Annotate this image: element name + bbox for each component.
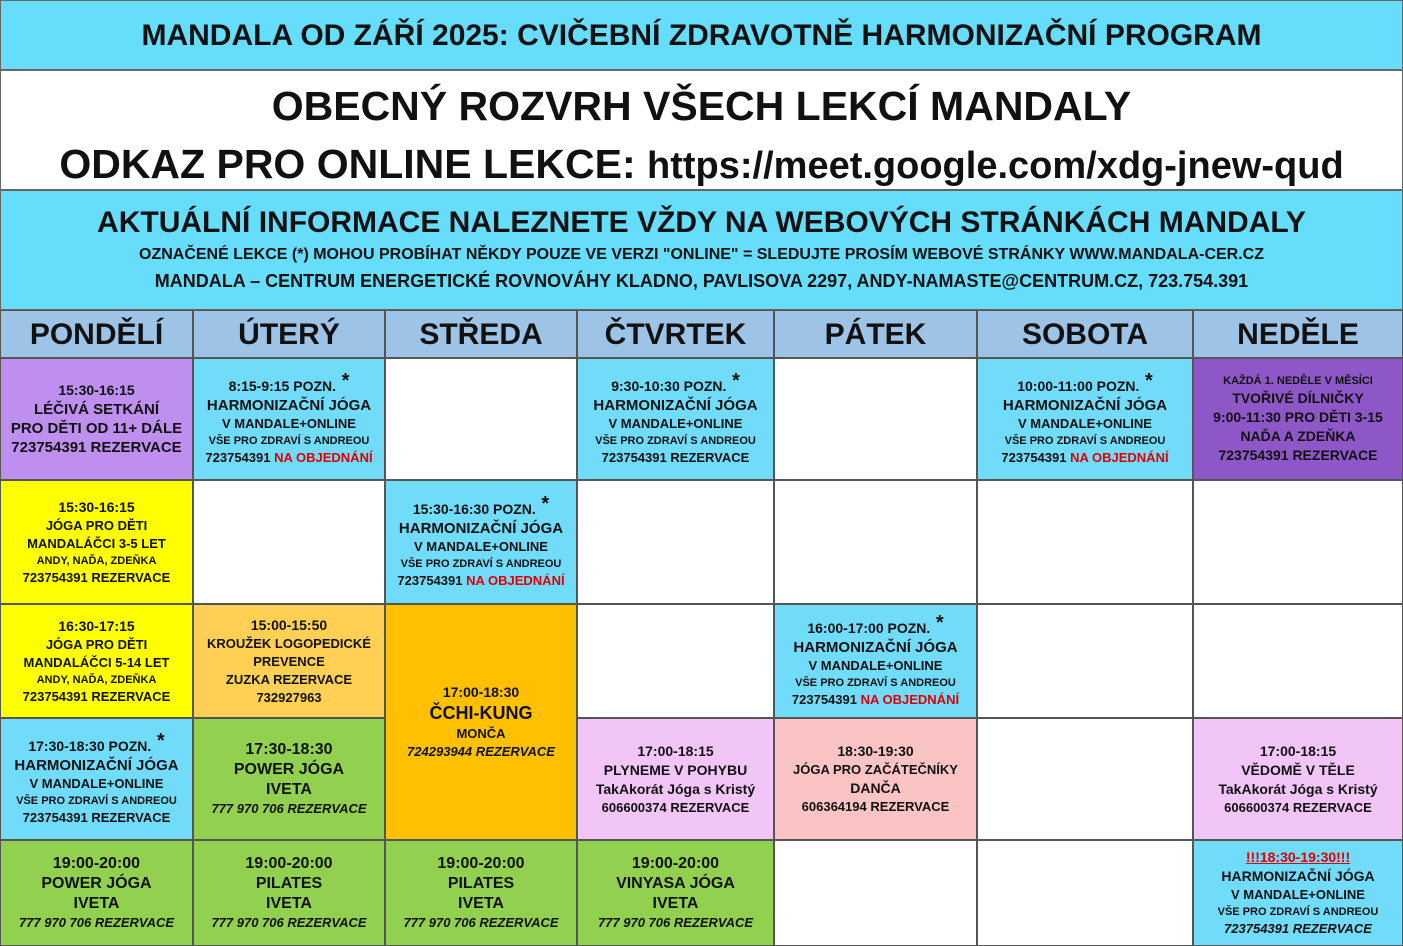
lesson-text: VŠE PRO ZDRAVÍ S ANDREOU xyxy=(16,794,177,807)
lesson-text: 17:30-18:30 xyxy=(245,741,333,758)
lesson-text: 17:00-18:15 xyxy=(1259,742,1337,759)
booking-note: NA OBJEDNÁNÍ xyxy=(462,572,565,588)
lesson-line xyxy=(1018,415,1152,433)
day-header-mon: PONDĚLÍ xyxy=(0,310,193,358)
lesson-line xyxy=(1241,761,1355,780)
lesson-line xyxy=(46,636,147,654)
lesson-text: V MANDALE+ONLINE xyxy=(29,775,164,791)
lesson-text: MONČA xyxy=(456,726,506,741)
lesson-text: 16:00-17:00 POZN. xyxy=(807,619,931,636)
lesson-line xyxy=(37,553,157,569)
lesson-line xyxy=(256,874,322,894)
cell-tue-0815 xyxy=(193,358,385,480)
lesson-text: PLYNEME V POHYBU xyxy=(603,761,748,778)
lesson-text: PILATES xyxy=(255,875,323,892)
lesson-text: VŠE PRO ZDRAVÍ S ANDREOU xyxy=(1217,906,1379,918)
lesson-text: PRO DĚTI OD 11+ DÁLE xyxy=(10,420,183,437)
lesson-line xyxy=(399,519,563,538)
asterisk-mark: * xyxy=(930,611,944,634)
lesson-line xyxy=(256,689,321,707)
lesson-line xyxy=(207,635,371,653)
asterisk-mark: * xyxy=(151,729,165,752)
empty-cell xyxy=(977,604,1193,718)
lesson-text: HARMONIZAČNÍ JÓGA xyxy=(1221,868,1375,884)
lesson-line xyxy=(53,854,140,874)
lesson-line xyxy=(1224,799,1372,817)
lesson-line xyxy=(653,894,699,914)
lesson-line xyxy=(414,538,548,556)
lesson-line xyxy=(46,517,147,535)
lesson-text: POWER JÓGA xyxy=(233,761,345,778)
lesson-text: ZUZKA REZERVACE xyxy=(225,671,353,687)
lesson-line xyxy=(251,616,327,635)
lesson-text: NAĎA A ZDEŇKA xyxy=(1240,428,1356,444)
lesson-line xyxy=(34,400,159,419)
empty-cell xyxy=(1193,480,1403,604)
empty-cell xyxy=(977,840,1193,946)
lesson-line xyxy=(412,492,550,519)
lesson-text: 17:30-18:30 POZN. xyxy=(28,737,152,754)
lesson-text: V MANDALE+ONLINE xyxy=(808,657,943,673)
lesson-text: 723754391 REZERVACE xyxy=(22,688,171,704)
lesson-line xyxy=(611,369,740,396)
lesson-line xyxy=(1231,886,1365,904)
lesson-line xyxy=(222,415,356,433)
day-header-sun: NEDĚLE xyxy=(1193,310,1403,358)
lesson-line xyxy=(11,438,181,457)
lesson-text: TakAkorát Jóga s Kristý xyxy=(1218,780,1378,797)
lesson-text: V MANDALE+ONLINE xyxy=(1231,887,1365,902)
lesson-line xyxy=(837,742,913,761)
online-link-line xyxy=(1,139,1402,191)
lesson-text: HARMONIZAČNÍ JÓGA xyxy=(1002,396,1168,414)
lesson-line xyxy=(1017,369,1153,396)
lesson-text: 19:00-20:00 xyxy=(631,855,720,872)
lesson-text: VŠE PRO ZDRAVÍ S ANDREOU xyxy=(208,434,370,447)
lesson-text: POWER JÓGA xyxy=(41,875,152,892)
lesson-line xyxy=(850,779,901,798)
lesson-line xyxy=(234,760,344,780)
lesson-text: DANČA xyxy=(850,780,901,796)
lesson-text: 9:00-11:30 PRO DĚTI 3-15 xyxy=(1213,409,1383,425)
lesson-line xyxy=(602,449,750,467)
day-header-wed: STŘEDA xyxy=(385,310,577,358)
lesson-text: HARMONIZAČNÍ JÓGA xyxy=(14,756,179,774)
lesson-line xyxy=(598,914,753,932)
lesson-text: 723754391 xyxy=(397,572,463,588)
empty-cell xyxy=(977,480,1193,604)
lesson-text: 723754391 xyxy=(791,691,857,707)
lesson-text: HARMONIZAČNÍ JÓGA xyxy=(793,638,958,656)
lesson-line xyxy=(74,894,120,914)
lesson-line xyxy=(209,433,370,449)
lesson-line xyxy=(58,498,134,517)
lesson-line xyxy=(19,914,174,932)
lesson-line xyxy=(28,729,165,756)
lesson-line xyxy=(30,775,164,793)
day-header-thu: ČTVRTEK xyxy=(577,310,774,358)
empty-cell xyxy=(1193,604,1403,718)
lesson-text: 777 970 706 REZERVACE xyxy=(403,915,559,930)
lesson-line xyxy=(1001,449,1168,467)
lesson-line xyxy=(1005,433,1166,449)
empty-cell xyxy=(774,480,977,604)
cell-sun-0900 xyxy=(1193,358,1403,480)
cell-mon-1530-joga xyxy=(0,480,193,604)
day-header-tue: ÚTERÝ xyxy=(193,310,385,358)
lesson-text: HARMONIZAČNÍ JÓGA xyxy=(206,396,372,414)
lesson-line xyxy=(211,914,366,932)
day-header-fri: PÁTEK xyxy=(774,310,977,358)
lesson-text: 723754391 REZERVACE xyxy=(1224,921,1372,936)
lesson-line xyxy=(456,725,505,743)
lesson-text: JÓGA PRO DĚTI xyxy=(45,517,148,533)
cell-mon-1630 xyxy=(0,604,193,718)
lesson-line xyxy=(437,854,524,874)
empty-cell xyxy=(774,358,977,480)
lesson-line xyxy=(207,396,371,415)
booking-note: NA OBJEDNÁNÍ xyxy=(270,449,373,465)
lesson-line xyxy=(58,617,134,636)
cell-fri-1830 xyxy=(774,718,977,840)
lesson-text: 723754391 REZERVACE xyxy=(1218,447,1378,463)
lesson-text: 724293944 REZERVACE xyxy=(407,744,555,759)
cell-fri-1600 xyxy=(774,604,977,718)
lesson-text: V MANDALE+ONLINE xyxy=(222,415,356,431)
lesson-line xyxy=(253,653,325,671)
lesson-text: 723754391 xyxy=(205,449,271,465)
asterisk-mark: * xyxy=(1139,369,1153,392)
cell-mon-1730 xyxy=(0,718,193,840)
lesson-text: IVETA xyxy=(266,895,312,912)
lesson-text: 15:30-16:30 POZN. xyxy=(412,500,536,517)
lesson-line xyxy=(793,761,958,779)
lesson-text: HARMONIZAČNÍ JÓGA xyxy=(398,519,564,537)
lesson-text: 723754391 REZERVACE xyxy=(22,809,171,825)
lesson-text: 777 970 706 REZERVACE xyxy=(18,915,175,930)
lesson-line xyxy=(593,396,757,415)
lesson-text: JÓGA PRO ZAČÁTEČNÍKY xyxy=(793,762,958,777)
cell-tue-1500 xyxy=(193,604,385,718)
lesson-text: 17:00-18:15 xyxy=(637,742,714,759)
lesson-line xyxy=(596,780,755,799)
empty-cell xyxy=(577,604,774,718)
empty-cell xyxy=(977,718,1193,840)
lesson-line xyxy=(792,691,959,709)
lesson-line xyxy=(637,742,713,761)
empty-cell xyxy=(385,358,577,480)
lesson-text: 723754391 REZERVACE xyxy=(601,449,750,465)
lesson-line xyxy=(24,654,170,672)
lesson-text: PILATES xyxy=(447,875,515,892)
lesson-text: ČCHI-KUNG xyxy=(429,703,533,723)
booking-note: NA OBJEDNÁNÍ xyxy=(1066,449,1169,465)
lesson-text: HARMONIZAČNÍ JÓGA xyxy=(593,396,758,414)
lesson-text: 723754391 REZERVACE xyxy=(11,439,182,456)
schedule-title: OBECNÝ ROZVRH VŠECH LEKCÍ MANDALY xyxy=(271,83,1132,129)
lesson-line xyxy=(1224,920,1372,938)
lesson-text: VŠE PRO ZDRAVÍ S ANDREOU xyxy=(795,676,956,689)
lesson-line xyxy=(58,381,134,400)
lesson-line xyxy=(23,809,171,827)
lesson-text: !!!18:30-19:30!!! xyxy=(1245,849,1351,865)
cell-sun-1700 xyxy=(1193,718,1403,840)
program-title: MANDALA OD ZÁŘÍ 2025: CVIČEBNÍ ZDRAVOTNĚ HARMONIZAČNÍ PROGRAM xyxy=(141,19,1262,52)
lesson-text: 732927963 xyxy=(256,689,322,705)
lesson-text: 723754391 REZERVACE xyxy=(22,569,171,585)
lesson-text: TakAkorát Jóga s Kristý xyxy=(595,780,756,797)
schedule-grid xyxy=(0,310,1403,946)
lesson-text: MANDALÁČCI 3-5 LET xyxy=(27,535,166,551)
schedule-title-banner xyxy=(0,70,1403,190)
asterisk-mark: * xyxy=(336,369,350,392)
lesson-line xyxy=(616,874,735,894)
cell-sun-1830 xyxy=(1193,840,1403,946)
lesson-line xyxy=(245,740,332,760)
lesson-line xyxy=(401,556,562,572)
lesson-text: IVETA xyxy=(73,895,120,912)
lesson-line xyxy=(407,743,555,761)
lesson-text: 19:00-20:00 xyxy=(52,855,141,872)
lesson-line xyxy=(795,675,956,691)
lesson-text: VINYASA JÓGA xyxy=(616,875,735,892)
empty-cell xyxy=(193,480,385,604)
lesson-text: KAŽDÁ 1. NEDĚLE V MĚSÍCI xyxy=(1223,375,1373,387)
lesson-line xyxy=(430,702,533,725)
cell-thu-0930 xyxy=(577,358,774,480)
lesson-line xyxy=(1221,867,1374,886)
lesson-text: ANDY, NAĎA, ZDEŇKA xyxy=(36,673,157,686)
lesson-text: 17:00-18:30 xyxy=(442,684,520,700)
lesson-text: VŠE PRO ZDRAVÍ S ANDREOU xyxy=(400,557,562,570)
lesson-line xyxy=(16,793,177,809)
lesson-text: VĚDOMĚ V TĚLE xyxy=(1241,761,1355,778)
asterisk-mark: * xyxy=(535,492,550,515)
lesson-line xyxy=(397,572,564,590)
cell-thu-1900 xyxy=(577,840,774,946)
lesson-text: V MANDALE+ONLINE xyxy=(1018,415,1152,431)
lesson-text: 8:15-9:15 POZN. xyxy=(228,377,337,394)
lesson-text: 777 970 706 REZERVACE xyxy=(211,915,367,930)
cell-wed-1900 xyxy=(385,840,577,946)
lesson-line xyxy=(23,569,171,587)
lesson-line xyxy=(793,638,957,657)
empty-cell xyxy=(774,840,977,946)
lesson-line xyxy=(205,449,372,467)
lesson-line xyxy=(37,672,157,688)
lesson-text: 723754391 xyxy=(1001,449,1067,465)
lesson-line xyxy=(228,369,350,396)
lesson-line xyxy=(226,671,352,689)
lesson-line xyxy=(809,657,943,675)
info-note: OZNAČENÉ LEKCE (*) MOHOU PROBÍHAT NĚKDY POUZE VE VERZI "ONLINE" = SLEDUJTE PROSÍM WEBOVÉ STRÁNKY WWW.MANDALA-CER.CZ xyxy=(139,246,1264,263)
cell-wed-1700 xyxy=(385,604,577,840)
lesson-text: KROUŽEK LOGOPEDICKÉ xyxy=(207,635,371,651)
lesson-line xyxy=(1232,389,1363,408)
lesson-line xyxy=(609,415,743,433)
booking-note: NA OBJEDNÁNÍ xyxy=(856,691,960,707)
lesson-line xyxy=(595,433,756,449)
lesson-line xyxy=(1223,373,1373,389)
lesson-text: 15:00-15:50 xyxy=(250,616,328,633)
lesson-text: V MANDALE+ONLINE xyxy=(414,538,548,554)
lesson-text: 15:30-16:15 xyxy=(58,498,135,515)
lesson-text: TVOŘIVÉ DÍLNIČKY xyxy=(1232,390,1364,406)
lesson-text: 9:30-10:30 POZN. xyxy=(611,377,727,394)
info-banner xyxy=(0,190,1403,310)
lesson-line xyxy=(266,780,312,800)
lesson-text: 16:30-17:15 xyxy=(58,617,135,634)
lesson-line xyxy=(1218,446,1377,465)
lesson-text: 606600374 REZERVACE xyxy=(601,799,750,815)
lesson-text: 777 970 706 REZERVACE xyxy=(597,915,754,930)
lesson-line xyxy=(1260,742,1336,761)
cell-wed-1530 xyxy=(385,480,577,604)
lesson-line xyxy=(41,874,151,894)
program-title-banner xyxy=(0,0,1403,70)
lesson-line xyxy=(403,914,558,932)
lesson-line xyxy=(1246,848,1350,867)
lesson-text: VŠE PRO ZDRAVÍ S ANDREOU xyxy=(595,434,756,447)
lesson-line xyxy=(14,756,178,775)
empty-cell xyxy=(577,480,774,604)
lesson-text: IVETA xyxy=(652,895,699,912)
online-label: ODKAZ PRO ONLINE LEKCE: xyxy=(59,141,636,187)
lesson-line xyxy=(458,894,504,914)
lesson-line xyxy=(1213,408,1383,427)
lesson-text: 19:00-20:00 xyxy=(437,855,525,872)
lesson-text: 10:00-11:00 POZN. xyxy=(1017,377,1140,394)
lesson-line xyxy=(11,419,182,438)
lesson-text: 777 970 706 REZERVACE xyxy=(211,801,367,816)
cell-sat-1000 xyxy=(977,358,1193,480)
lesson-text: PREVENCE xyxy=(253,653,325,669)
lesson-line xyxy=(632,854,719,874)
cell-thu-1700 xyxy=(577,718,774,840)
lesson-text: V MANDALE+ONLINE xyxy=(608,415,743,431)
lesson-text: IVETA xyxy=(266,781,312,798)
lesson-line xyxy=(1218,904,1379,920)
lesson-text: 19:00-20:00 xyxy=(245,855,333,872)
lesson-line xyxy=(1240,427,1355,446)
lesson-text: VŠE PRO ZDRAVÍ S ANDREOU xyxy=(1004,434,1166,447)
lesson-text: IVETA xyxy=(458,895,504,912)
lesson-text: JÓGA PRO DĚTI xyxy=(45,636,148,652)
lesson-line xyxy=(443,683,519,702)
lesson-text: LÉČIVÁ SETKÁNÍ xyxy=(33,401,159,418)
day-header-sat: SOBOTA xyxy=(977,310,1193,358)
lesson-line xyxy=(604,761,747,780)
lesson-text: 15:30-16:15 xyxy=(58,382,135,398)
lesson-text: 18:30-19:30 xyxy=(837,743,914,759)
lesson-line xyxy=(27,535,166,553)
cell-mon-1900 xyxy=(0,840,193,946)
lesson-line xyxy=(448,874,514,894)
lesson-line xyxy=(1218,780,1377,799)
lesson-line xyxy=(245,854,332,874)
contact-line: MANDALA – CENTRUM ENERGETICKÉ ROVNOVÁHY KLADNO, PAVLISOVA 2297, ANDY-NAMASTE@CENTRUM.CZ, 723.754.391 xyxy=(154,271,1249,291)
lesson-text: 606600374 REZERVACE xyxy=(1224,799,1372,815)
lesson-line xyxy=(802,798,950,816)
lesson-text: MANDALÁČCI 5-14 LET xyxy=(23,654,170,670)
lesson-line xyxy=(211,800,366,818)
lesson-line xyxy=(23,688,171,706)
lesson-line xyxy=(1003,396,1167,415)
lesson-text: ANDY, NAĎA, ZDEŇKA xyxy=(36,554,157,567)
lesson-line xyxy=(266,894,312,914)
lesson-text: 606364194 REZERVACE xyxy=(801,799,950,814)
asterisk-mark: * xyxy=(726,369,740,392)
info-title: AKTUÁLNÍ INFORMACE NALEZNETE VŽDY NA WEBOVÝCH STRÁNKÁCH MANDALY xyxy=(97,206,1306,239)
online-url-link[interactable]: https://meet.google.com/xdg-jnew-qud xyxy=(647,145,1344,187)
cell-tue-1900 xyxy=(193,840,385,946)
cell-mon-1530 xyxy=(0,358,193,480)
cell-tue-1730 xyxy=(193,718,385,840)
lesson-line xyxy=(807,611,944,638)
lesson-line xyxy=(602,799,750,817)
